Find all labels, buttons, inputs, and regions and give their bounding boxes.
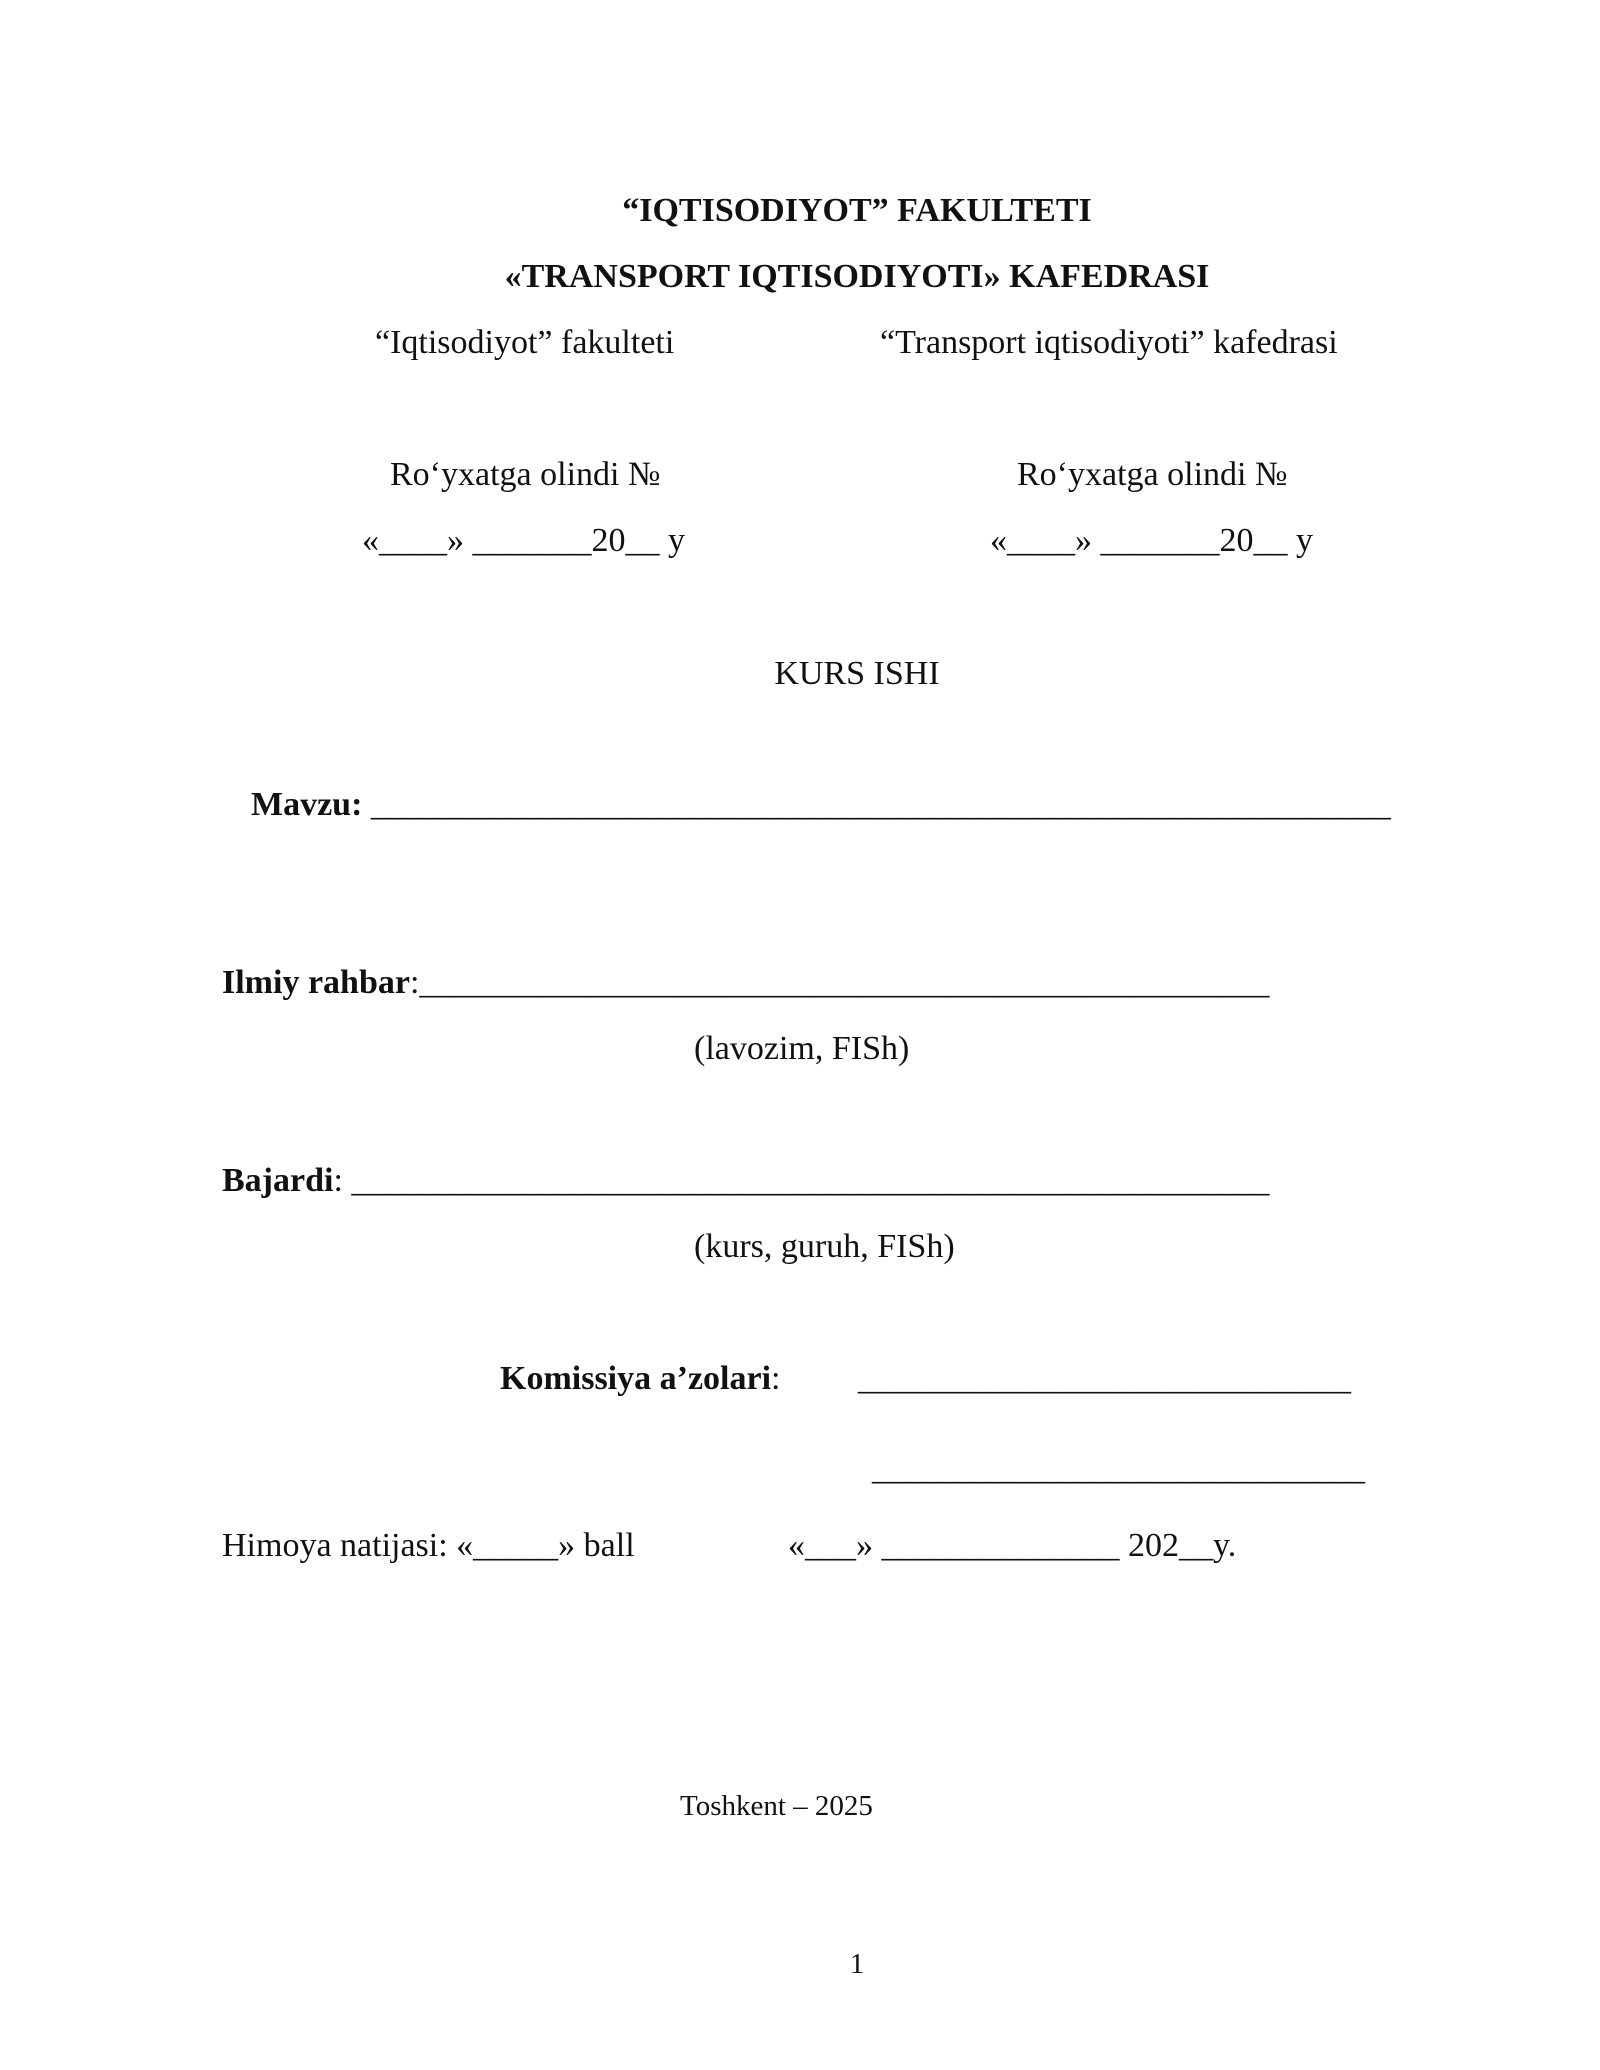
commission-colon: : [771, 1360, 781, 1397]
faculty-name: “Iqtisodiyot” fakulteti [375, 324, 675, 361]
commission-label: Komissiya a’zolari [500, 1360, 772, 1397]
defense-date: «___» ______________ 202__y. [788, 1527, 1237, 1564]
performer-blank: : ______________________________________________________ [333, 1162, 1270, 1199]
commission-blank-2: _____________________________ [872, 1450, 1365, 1487]
performer-row [222, 1164, 1269, 1198]
document-title: KURS ISHI [774, 655, 940, 692]
topic-blank: ____________________________________________________________ [370, 786, 1391, 823]
supervisor-blank: :__________________________________________________ [409, 964, 1270, 1001]
performer-label: Bajardi [222, 1162, 334, 1199]
supervisor-label: Ilmiy rahbar [222, 964, 410, 1001]
topic-row [251, 788, 1391, 822]
registration-label-right: Ro‘yxatga olindi № [1017, 456, 1288, 493]
faculty-title: “IQTISODIYOT” FAKULTETI [622, 192, 1092, 229]
registration-date-left: «____» _______20__ y [362, 522, 685, 559]
registration-label-left: Ro‘yxatga olindi № [390, 456, 661, 493]
defense-result: Himoya natijasi: «_____» ball [222, 1527, 635, 1564]
performer-hint: (kurs, guruh, FISh) [694, 1228, 955, 1265]
registration-date-right: «____» _______20__ y [990, 522, 1313, 559]
supervisor-hint: (lavozim, FISh) [694, 1030, 910, 1067]
department-title: «TRANSPORT IQTISODIYOTI» KAFEDRASI [504, 258, 1210, 295]
commission-row [500, 1362, 780, 1396]
page-number: 1 [849, 1948, 865, 1980]
supervisor-row [222, 966, 1269, 1000]
city-year: Toshkent – 2025 [680, 1790, 873, 1822]
department-name: “Transport iqtisodiyoti” kafedrasi [880, 324, 1338, 361]
commission-blank-1: _____________________________ [858, 1360, 1351, 1397]
topic-label: Mavzu: [251, 786, 363, 823]
